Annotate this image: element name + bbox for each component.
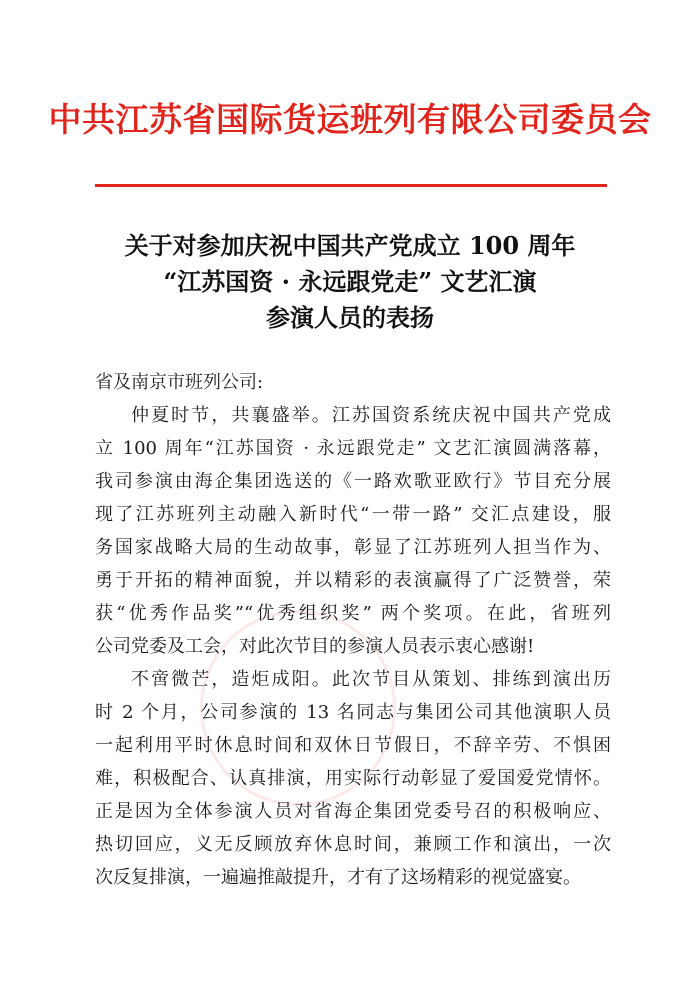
title-line: 参演人员的表扬 [266,303,434,332]
paragraph-line: 勇于开拓的精神面貌，并以精彩的表演赢得了广泛赞誉，荣 [95,570,611,591]
organization-masthead: 中共江苏省国际货运班列有限公司委员会 [48,100,652,139]
title-line: 关于对参加庆祝中国共产党成立 100 周年 [124,231,576,260]
paragraph-line: 公司党委及工会，对此次节目的参演人员表示衷心感谢! [95,636,535,657]
paragraph-line: 难，积极配合、认真排演，用实际行动彰显了爱国爱党情怀。 [95,768,611,789]
document-body [95,366,611,894]
paragraph-line: 次反复排演，一遍遍推敲提升，才有了这场精彩的视觉盛宴。 [95,867,581,888]
paragraph-line: 仲夏时节，共襄盛举。江苏国资系统庆祝中国共产党成 [131,405,611,426]
title-line: “江苏国资 · 永远跟党走” 文艺汇演 [163,267,537,296]
paragraph-line: 现了江苏班列主动融入新时代“一带一路” 交汇点建设，服 [95,504,611,525]
document-title [0,228,700,336]
paragraph-line: 务国家战略大局的生动故事，彰显了江苏班列人担当作为、 [95,537,611,558]
paragraph-line: 立 100 周年“江苏国资 · 永远跟党走” 文艺汇演圆满落幕， [95,438,611,459]
paragraph-line: 获“优秀作品奖”“优秀组织奖” 两个奖项。在此，省班列 [95,603,611,624]
paragraph-1 [95,399,611,663]
salutation: 省及南京市班列公司: [95,372,264,393]
masthead-divider [95,184,607,187]
paragraph-2 [95,663,611,894]
paragraph-line: 时 2 个月，公司参演的 13 名同志与集团公司其他演职人员 [95,702,611,723]
paragraph-line: 热切回应，义无反顾放弃休息时间，兼顾工作和演出，一次 [95,834,611,855]
paragraph-line: 一起利用平时休息时间和双休日节假日，不辞辛劳、不惧困 [95,735,611,756]
paragraph-line: 我司参演由海企集团选送的《一路欢歌亚欧行》节目充分展 [95,471,611,492]
paragraph-line: 正是因为全体参演人员对省海企集团党委号召的积极响应、 [95,801,611,822]
paragraph-line: 不啻微芒，造炬成阳。此次节目从策划、排练到演出历 [131,669,611,690]
